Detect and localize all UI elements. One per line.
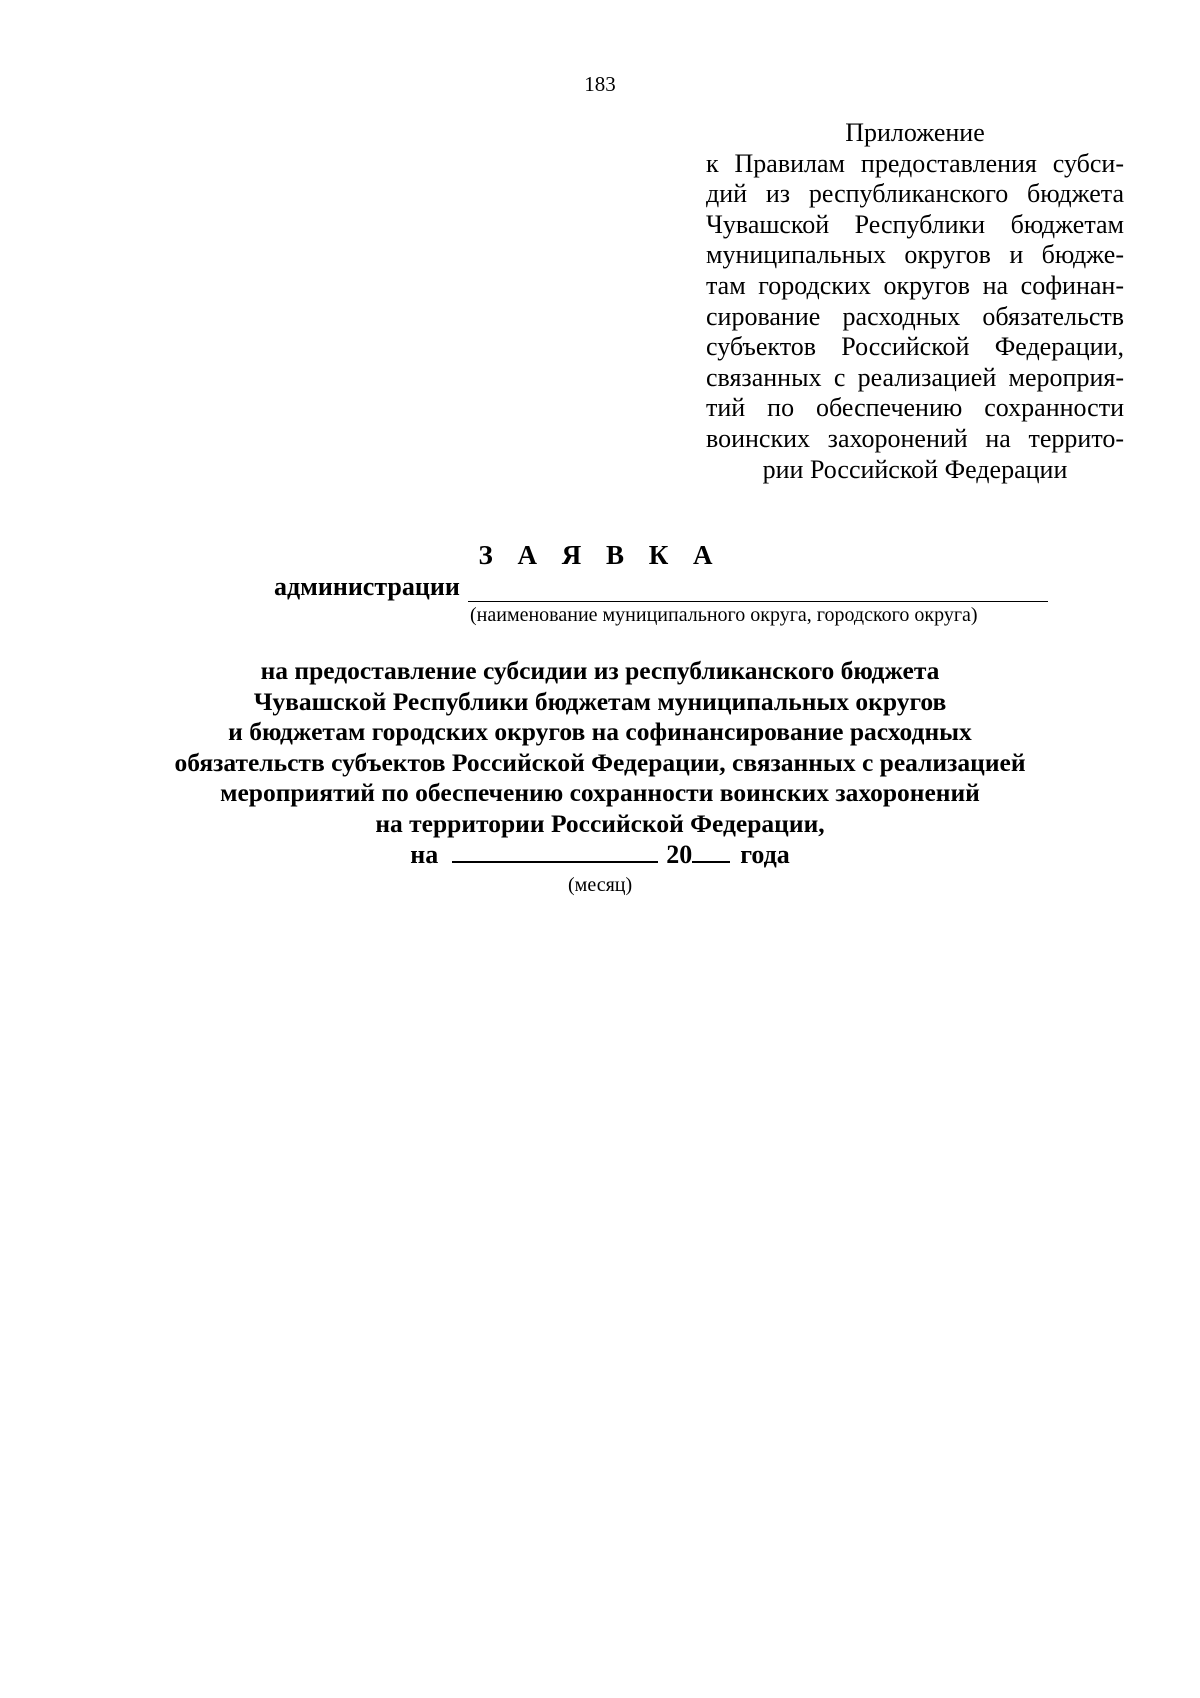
appendix-line: рии Российской Федерации — [762, 454, 1068, 484]
subject-line: обязательств субъектов Российской Федерации, связанных с реализацией — [174, 747, 1026, 777]
appendix-line: тий по обеспечению сохранности — [706, 393, 1124, 423]
appendix-line: сирование расходных обязательств — [706, 301, 1124, 331]
subject-line: Чувашской Республики бюджетам муниципальных округов — [253, 686, 947, 716]
year-prefix: 20 — [666, 840, 693, 869]
appendix-line: муниципальных округов и бюдже- — [706, 240, 1124, 270]
appendix-line: субъектов Российской Федерации, — [706, 332, 1124, 362]
admin-row — [274, 572, 1048, 602]
subject-line: на предоставление субсидии из республиканского бюджета — [260, 656, 940, 685]
period-prefix: на — [410, 840, 439, 869]
page-number: 183 — [584, 72, 616, 96]
form-title: З А Я В К А — [478, 540, 722, 570]
admin-label: администрации — [274, 572, 460, 601]
appendix-line: Чувашской Республики бюджетам — [706, 209, 1124, 239]
appendix-line: воинских захоронений на террито- — [706, 423, 1124, 453]
appendix-block — [706, 118, 1124, 485]
subject-line: на территории Российской Федерации, — [375, 808, 825, 838]
admin-caption: (наименование муниципального округа, городского округа) — [470, 604, 978, 626]
admin-name-field[interactable] — [468, 575, 1048, 602]
appendix-title: Приложение — [845, 118, 985, 147]
month-caption: (месяц) — [568, 874, 633, 896]
subject-line: и бюджетам городских округов на софинансирование расходных — [228, 717, 972, 747]
form-subject — [0, 656, 1200, 840]
appendix-text — [706, 149, 1124, 486]
month-field[interactable] — [452, 841, 658, 863]
appendix-line: там городских округов на софинан- — [706, 270, 1124, 300]
appendix-line: к Правилам предоставления субси- — [706, 148, 1124, 178]
appendix-line: связанных с реализацией мероприя- — [706, 362, 1124, 392]
appendix-line: дий из республиканского бюджета — [706, 179, 1124, 209]
period-suffix: года — [740, 840, 790, 869]
year-field[interactable] — [692, 841, 730, 863]
period-row — [0, 840, 1200, 870]
subject-line: мероприятий по обеспечению сохранности воинских захоронений — [220, 778, 980, 808]
